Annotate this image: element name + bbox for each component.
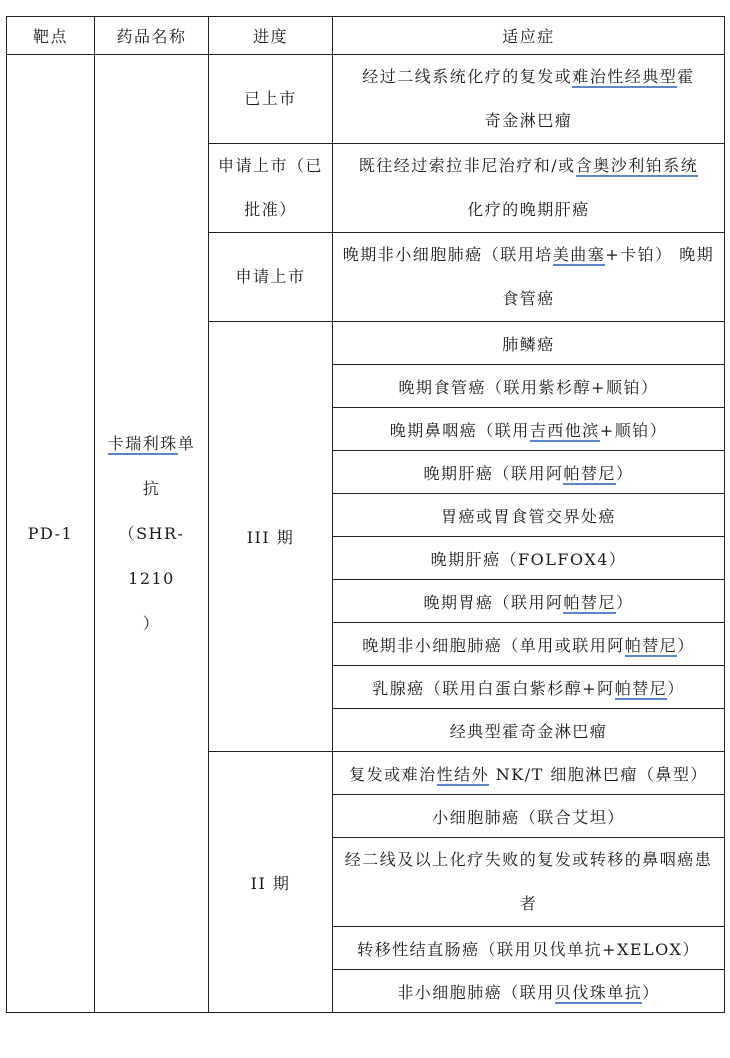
indication-cell	[333, 144, 725, 233]
term-link[interactable]: 帕替尼	[614, 678, 668, 698]
header-progress: 进度	[209, 17, 333, 55]
text: 乳腺癌（联用白蛋白紫杉醇+阿	[372, 678, 615, 698]
text: 晚期肝癌（联用阿	[423, 463, 564, 483]
term-link[interactable]: 吉西他滨	[529, 420, 600, 440]
target-cell: PD-1	[7, 55, 95, 1013]
indication-cell: 经二线及以上化疗失败的复发或转移的鼻咽癌患者	[333, 838, 725, 927]
text: ）	[677, 635, 695, 655]
term-link[interactable]: 帕替尼	[563, 592, 616, 612]
term-link[interactable]: 贝伐珠单抗	[554, 982, 643, 1002]
drug-name-text: 单	[177, 434, 196, 453]
drug-indication-table	[6, 16, 725, 1013]
indication-cell	[333, 970, 725, 1013]
indication-cell	[333, 752, 725, 795]
text: ）	[616, 463, 634, 483]
text: 奇金淋巴瘤	[484, 111, 573, 130]
text: 经过二线系统化疗的复发或	[362, 67, 573, 86]
progress-cell-phase3: III 期	[209, 322, 333, 752]
header-row	[7, 17, 725, 55]
text: +卡铂） 晚期食管癌	[502, 245, 715, 308]
indication-cell	[333, 233, 725, 322]
indication-cell: 晚期肝癌（FOLFOX4）	[333, 537, 725, 580]
table-row	[7, 55, 725, 144]
progress-cell-phase2: II 期	[209, 752, 333, 1013]
indication-cell	[333, 666, 725, 709]
text: 晚期胃癌（联用阿	[423, 592, 564, 612]
header-target: 靶点	[7, 17, 95, 55]
indication-cell	[333, 408, 725, 451]
progress-cell: 已上市	[209, 55, 333, 144]
indication-cell	[333, 580, 725, 623]
header-indication: 适应症	[333, 17, 725, 55]
header-drug: 药品名称	[95, 17, 209, 55]
indication-cell	[333, 623, 725, 666]
text: 晚期非小细胞肺癌（单用或联用阿	[362, 635, 625, 655]
drug-code-close: ）	[142, 614, 161, 633]
drug-code: （SHR-1210	[118, 524, 185, 588]
text: 非小细胞肺癌（联用	[397, 982, 555, 1002]
term-link[interactable]: 难治性经典型	[572, 67, 678, 86]
text: 化疗的晚期肝癌	[467, 200, 590, 219]
text: 晚期非小细胞肺癌（联用培	[342, 245, 553, 264]
text: NK/T 细胞淋巴瘤（鼻型）	[489, 764, 708, 784]
indication-cell	[333, 451, 725, 494]
text: 复发或难治	[349, 764, 437, 784]
indication-cell: 晚期食管癌（联用紫杉醇+顺铂）	[333, 365, 725, 408]
text: 霍	[677, 67, 695, 86]
progress-cell: 申请上市（已批准）	[209, 144, 333, 233]
drug-name-text: 抗	[142, 479, 161, 498]
text: ）	[616, 592, 634, 612]
indication-cell: 小细胞肺癌（联合艾坦）	[333, 795, 725, 838]
text: 晚期鼻咽癌（联用	[389, 420, 530, 440]
indication-cell: 经典型霍奇金淋巴瘤	[333, 709, 725, 752]
indication-cell: 转移性结直肠癌（联用贝伐单抗+XELOX）	[333, 927, 725, 970]
indication-cell: 胃癌或胃食管交界处癌	[333, 494, 725, 537]
term-link[interactable]: 含奥沙利铂系统	[575, 156, 699, 175]
text: ）	[642, 982, 660, 1002]
term-link[interactable]: 帕替尼	[624, 635, 678, 655]
term-link[interactable]: 美曲塞	[552, 245, 606, 264]
text: ）	[667, 678, 685, 698]
term-link[interactable]: 性结外	[436, 764, 490, 784]
term-link[interactable]: 帕替尼	[563, 463, 616, 483]
indication-cell	[333, 55, 725, 144]
progress-cell: 申请上市	[209, 233, 333, 322]
text: 既往经过索拉非尼治疗和/或	[358, 156, 576, 175]
drug-name-cell	[95, 55, 209, 1013]
text: +顺铂）	[599, 420, 668, 440]
indication-cell: 肺鳞癌	[333, 322, 725, 365]
drug-name-link[interactable]: 卡瑞利珠	[107, 434, 178, 453]
